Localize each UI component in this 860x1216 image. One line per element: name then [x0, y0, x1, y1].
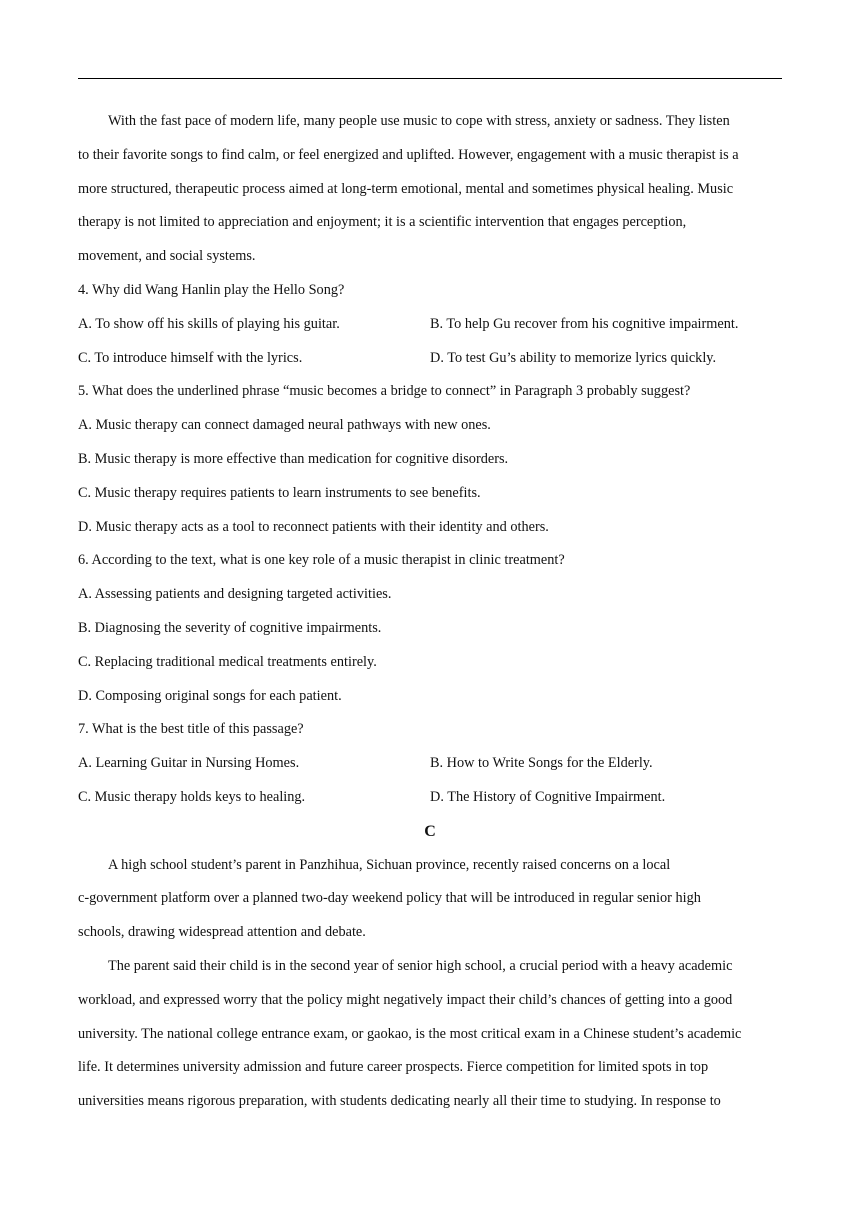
option-c: C. Music therapy requires patients to learn instruments to see benefits.: [78, 484, 481, 501]
paragraph-line: more structured, therapeutic process aimed at long-term emotional, mental and sometimes physical healing. Music: [78, 180, 734, 197]
question-7: [78, 713, 782, 814]
option-b: B. To help Gu recover from his cognitive impairment.: [430, 315, 739, 332]
option-row: [78, 781, 782, 815]
option-b: B. Music therapy is more effective than medication for cognitive disorders.: [78, 450, 509, 467]
document-body: [78, 105, 782, 1119]
option-c: C. Replacing traditional medical treatments entirely.: [78, 653, 377, 670]
option-b: B. How to Write Songs for the Elderly.: [430, 755, 653, 772]
paragraph-line: life. It determines university admission and future career prospects. Fierce competition for limited spots in top: [78, 1059, 709, 1076]
option-a: A. Assessing patients and designing targeted activities.: [78, 586, 392, 603]
section-heading: C: [424, 822, 436, 840]
paragraph-line: c-government platform over a planned two-day weekend policy that will be introduced in regular senior high: [78, 890, 701, 907]
option-row: [78, 747, 782, 781]
option-d: D. The History of Cognitive Impairment.: [430, 788, 666, 805]
paragraph-line: With the fast pace of modern life, many people use music to cope with stress, anxiety or sadness. They listen: [108, 113, 730, 129]
passage-c-paragraph-1: [78, 849, 782, 950]
header-rule: [78, 78, 782, 79]
option-a: A. Music therapy can connect damaged neural pathways with new ones.: [78, 417, 491, 434]
option-a: A. To show off his skills of playing his guitar.: [78, 315, 340, 332]
option-c: C. Music therapy holds keys to healing.: [78, 788, 306, 805]
question-stem: 5. What does the underlined phrase “music becomes a bridge to connect” in Paragraph 3 probably suggest?: [78, 383, 691, 400]
option-a: A. Learning Guitar in Nursing Homes.: [78, 755, 300, 772]
paragraph-line: The parent said their child is in the second year of senior high school, a crucial period with a heavy academic: [108, 957, 733, 974]
option-d: D. To test Gu’s ability to memorize lyrics quickly.: [430, 349, 717, 366]
paragraph-line: workload, and expressed worry that the policy might negatively impact their child’s chances of getting into a good: [78, 991, 733, 1008]
option-d: D. Music therapy acts as a tool to reconnect patients with their identity and others.: [78, 518, 549, 535]
paragraph-line: university. The national college entrance exam, or gaokao, is the most critical exam in a Chinese student’s academic: [78, 1025, 742, 1042]
question-stem: 6. According to the text, what is one key role of a music therapist in clinic treatment?: [78, 552, 565, 569]
question-5: [78, 375, 782, 544]
paragraph-line: A high school student’s parent in Panzhihua, Sichuan province, recently raised concerns on a local: [108, 856, 671, 873]
question-6: [78, 544, 782, 713]
option-c: C. To introduce himself with the lyrics.: [78, 349, 303, 366]
paragraph-line: schools, drawing widespread attention and debate.: [78, 924, 366, 941]
paragraph-line: to their favorite songs to find calm, or feel energized and uplifted. However, engagement with a music therapist is a: [78, 146, 739, 163]
paragraph-line: therapy is not limited to appreciation and enjoyment; it is a scientific intervention that engages perception,: [78, 214, 687, 231]
option-row: [78, 342, 782, 376]
option-b: B. Diagnosing the severity of cognitive impairments.: [78, 619, 382, 636]
question-stem: 7. What is the best title of this passage?: [78, 721, 304, 738]
question-4: [78, 274, 782, 375]
paragraph-line: movement, and social systems.: [78, 248, 256, 265]
passage-c-paragraph-2: [78, 950, 782, 1119]
paragraph-line: universities means rigorous preparation, with students dedicating nearly all their time to studying. In response to: [78, 1093, 721, 1110]
option-row: [78, 308, 782, 342]
passage-b-closing-paragraph: [78, 105, 782, 274]
option-d: D. Composing original songs for each patient.: [78, 687, 342, 704]
question-stem: 4. Why did Wang Hanlin play the Hello Song?: [78, 281, 345, 298]
